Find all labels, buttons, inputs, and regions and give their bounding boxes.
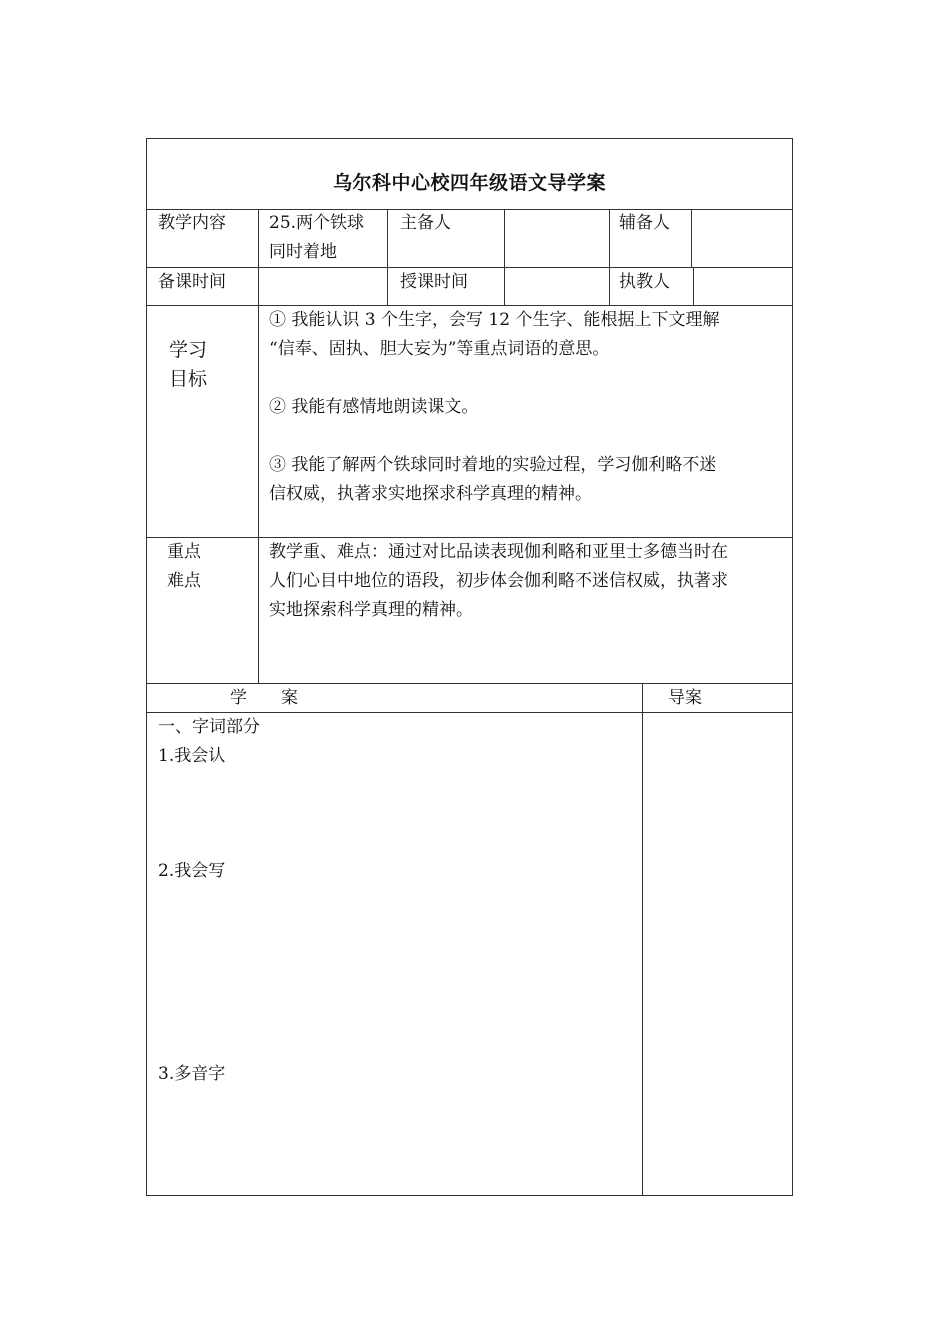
study-plan-header: 学 案	[230, 688, 298, 708]
col-divider-label	[258, 305, 259, 683]
col-divider-c	[504, 209, 505, 305]
goal-1-line2: “信奉、固执、胆大妄为”等重点词语的意思。	[269, 339, 610, 359]
label-assistant-preparer: 辅备人	[619, 213, 670, 233]
goals-label-line2: 目标	[169, 368, 208, 390]
goal-3-line2: 信权威，执著求实地探求科学真理的精神。	[269, 484, 592, 504]
key-points-line3: 实地探索科学真理的精神。	[269, 600, 473, 620]
teaching-content-line1: 25.两个铁球	[269, 213, 365, 233]
label-teacher: 执教人	[619, 272, 670, 292]
col-divider-e	[691, 209, 692, 267]
label-prep-time: 备课时间	[158, 272, 226, 292]
label-teaching-content: 教学内容	[158, 213, 226, 233]
label-teach-time: 授课时间	[400, 272, 468, 292]
row-divider-1	[146, 267, 793, 268]
key-points-line2: 人们心目中地位的语段，初步体会伽利略不迷信权威，执著求	[269, 571, 728, 591]
page-title: 乌尔科中心校四年级语文导学案	[332, 172, 606, 194]
label-main-preparer: 主备人	[400, 213, 451, 233]
goal-2-line1: ② 我能有感情地朗读课文。	[269, 397, 479, 417]
col-divider-a	[258, 209, 259, 305]
row-divider-title	[146, 209, 793, 210]
goal-3-line1: ③ 我能了解两个铁球同时着地的实验过程，学习伽利略不迷	[269, 455, 717, 475]
key-points-label-line2: 难点	[167, 571, 201, 591]
guide-plan-header: 导案	[668, 688, 702, 708]
table-frame	[146, 138, 793, 1196]
teaching-content-line2: 同时着地	[269, 242, 337, 262]
col-divider-d	[609, 209, 610, 305]
key-points-line1: 教学重、难点：通过对比品读表现伽利略和亚里士多德当时在	[269, 542, 728, 562]
section-item-recognize: 1.我会认	[158, 746, 226, 766]
section-item-polyphones: 3.多音字	[158, 1064, 226, 1084]
section-vocabulary: 一、字词部分	[158, 717, 260, 737]
goals-label-line1: 学习	[169, 339, 208, 361]
goal-1-line1: ① 我能认识 3 个生字，会写 12 个生字、能根据上下文理解	[269, 310, 720, 330]
key-points-label-line1: 重点	[167, 542, 201, 562]
col-divider-b	[387, 209, 388, 305]
section-item-write: 2.我会写	[158, 861, 226, 881]
col-divider-plan	[642, 683, 643, 1196]
col-divider-f	[693, 267, 694, 305]
